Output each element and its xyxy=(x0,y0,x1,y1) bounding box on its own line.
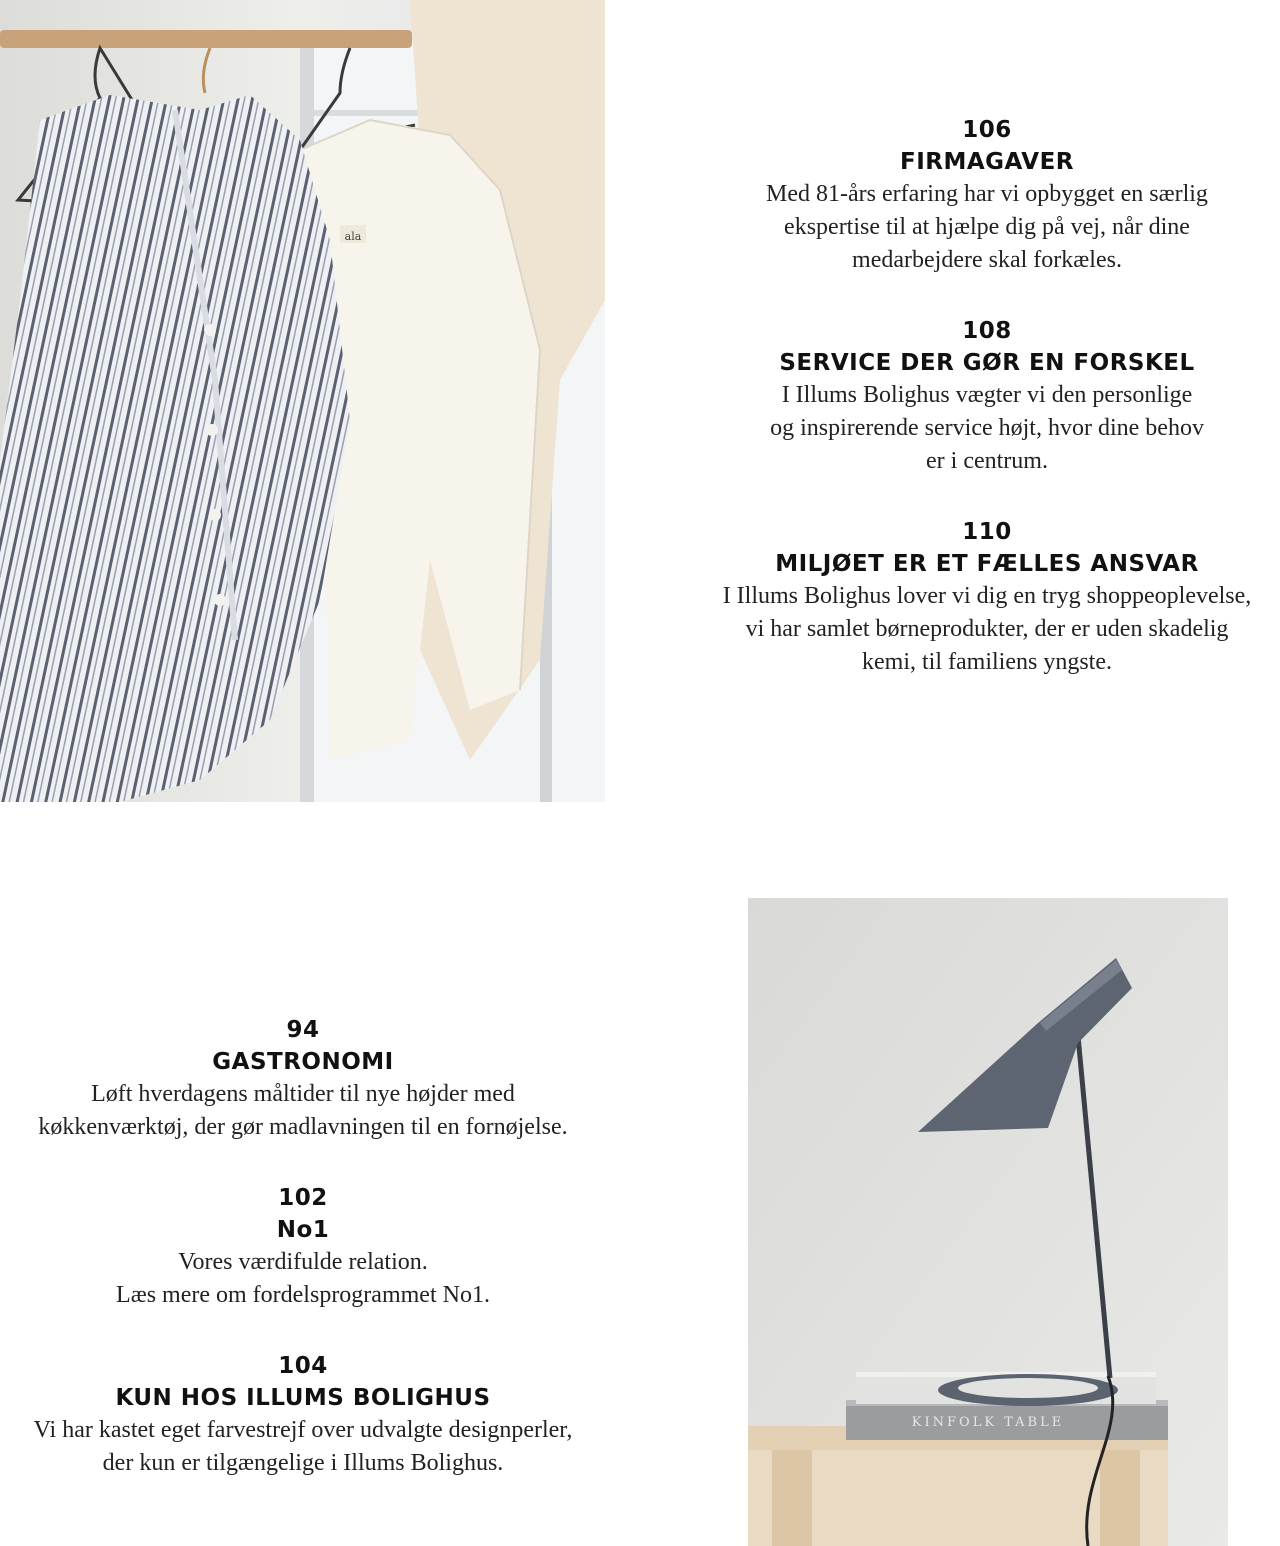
entry-title: MILJØET ER ET FÆLLES ANSVAR xyxy=(775,551,1199,577)
entry-description: Vores værdifulde relation. Læs mere om fordelsprogrammet No1. xyxy=(116,1249,490,1308)
toc-entry-gastronomi[interactable] xyxy=(0,1014,606,1144)
toc-right-column xyxy=(690,114,1280,717)
book-spine-title: KINFOLK TABLE xyxy=(911,1415,1065,1430)
page-number: 110 xyxy=(962,519,1012,545)
entry-description: I Illums Bolighus lover vi dig en tryg shoppeoplevelse, vi har samlet børneprodukter, der er uden skadelig kemi, til familiens yngste. xyxy=(722,583,1252,675)
page-number: 106 xyxy=(962,117,1012,143)
entry-title: KUN HOS ILLUMS BOLIGHUS xyxy=(115,1385,491,1411)
page-number: 104 xyxy=(278,1353,328,1379)
clothing-label: ala xyxy=(344,230,362,243)
entry-description: I Illums Bolighus vægter vi den personlige og inspirerende service højt, hvor dine behov er i centrum. xyxy=(770,382,1204,474)
entry-description: Løft hverdagens måltider til nye højder med køkkenværktøj, der gør madlavningen til en fornøjelse. xyxy=(38,1081,568,1140)
toc-entry-miljoet[interactable] xyxy=(690,516,1280,679)
entry-title: GASTRONOMI xyxy=(212,1049,394,1075)
toc-entry-no1[interactable] xyxy=(0,1182,606,1312)
toc-left-column xyxy=(0,1014,606,1518)
entry-description: Vi har kastet eget farvestrejf over udvalgte designperler, der kun er tilgængelige i Illums Bolighus. xyxy=(33,1417,573,1476)
entry-title: No1 xyxy=(276,1217,330,1243)
page-number: 94 xyxy=(286,1017,320,1043)
page-number: 108 xyxy=(962,318,1012,344)
clothes-rack-photo xyxy=(0,0,605,802)
page-number: 102 xyxy=(278,1185,328,1211)
toc-entry-firmagaver[interactable] xyxy=(690,114,1280,277)
toc-entry-kun-hos[interactable] xyxy=(0,1350,606,1480)
entry-title: SERVICE DER GØR EN FORSKEL xyxy=(779,350,1195,376)
entry-title: FIRMAGAVER xyxy=(899,149,1074,175)
toc-entry-service[interactable] xyxy=(690,315,1280,478)
table-lamp-photo xyxy=(748,898,1228,1546)
entry-description: Med 81-års erfaring har vi opbygget en særlig ekspertise til at hjælpe dig på vej, når dine medarbejdere skal forkæles. xyxy=(766,181,1208,273)
